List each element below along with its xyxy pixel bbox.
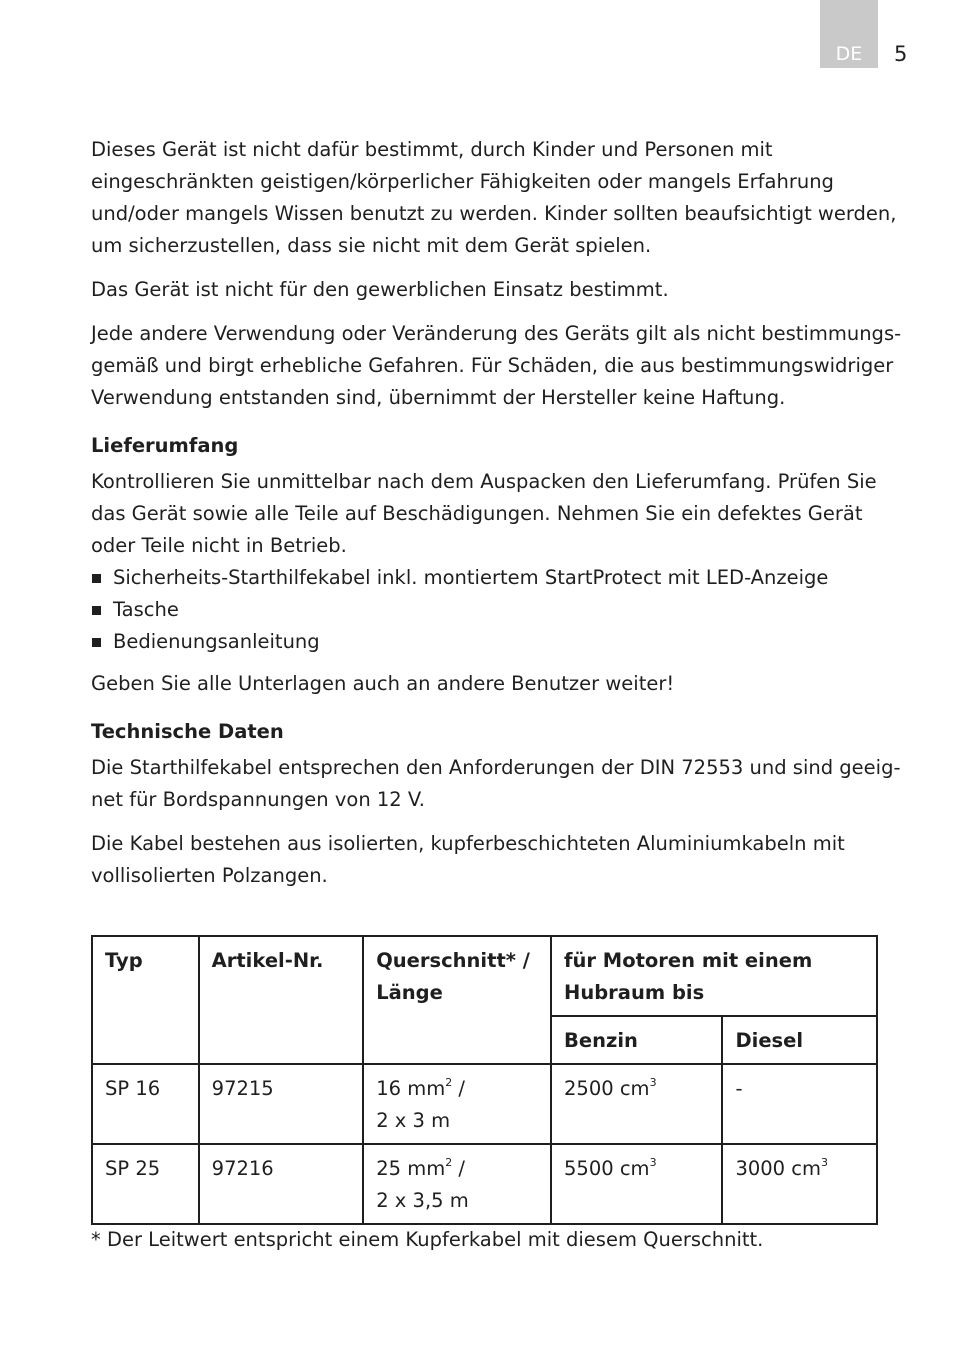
list-item: Bedienungsanleitung	[91, 626, 911, 658]
table-row	[92, 1064, 877, 1144]
paragraph-scope-outro: Geben Sie alle Unterlagen auch an andere Benutzer weiter!	[91, 672, 675, 695]
paragraph-scope-intro: Kontrollieren Sie unmittelbar nach dem Auspacken den Lieferumfang. Prüfen Sie das Gerät sowie alle Teile auf Beschädigungen. Nehmen Sie ein defektes Gerät oder Teile nicht in Betrieb.	[91, 470, 877, 557]
header-motoren: für Motoren mit einem Hubraum bis	[551, 936, 877, 1016]
scope-list	[91, 562, 911, 658]
cell-diesel: -	[722, 1064, 877, 1144]
cell-typ: SP 25	[92, 1144, 199, 1224]
page-content	[91, 134, 911, 904]
list-item: Tasche	[91, 594, 911, 626]
cell-querschnitt: 16 $mm^2$ / 2 x 3 m	[363, 1064, 551, 1144]
cell-diesel: 3000 $cm^3$	[722, 1144, 877, 1224]
page-number: 5	[894, 42, 908, 66]
heading-scope-of-delivery: Lieferumfang	[91, 434, 239, 457]
spec-table	[91, 935, 878, 1225]
cell-artikel: 97215	[199, 1064, 364, 1144]
table-footnote: * Der Leitwert entspricht einem Kupferkabel mit diesem Querschnitt.	[91, 1228, 764, 1251]
cell-benzin: 2500 $cm^3$	[551, 1064, 722, 1144]
cell-typ: SP 16	[92, 1064, 199, 1144]
table-row	[92, 1144, 877, 1224]
language-label: DE	[835, 43, 863, 65]
paragraph-tech-standard: Die Starthilfekabel entsprechen den Anforderungen der DIN 72553 und sind geeignet für Bordspannungen von 12 V.	[91, 756, 901, 811]
header-querschnitt: Querschnitt* / Länge	[363, 936, 551, 1064]
list-item: Sicherheits-Starthilfekabel inkl. montiertem StartProtect mit LED-Anzeige	[91, 562, 911, 594]
paragraph-tech-cables: Die Kabel bestehen aus isolierten, kupferbeschichteten Aluminiumkabeln mit vollisolierten Polzangen.	[91, 832, 845, 887]
table-header-row	[92, 936, 877, 1016]
cell-artikel: 97216	[199, 1144, 364, 1224]
paragraph-usage-restriction: Dieses Gerät ist nicht dafür bestimmt, durch Kinder und Personen mit eingeschränkten geistigen/körperlicher Fähigkeiten oder mangels Erfahrung und/oder mangels Wissen benutzt zu werden. Kinder sollten beaufsichtigt werden, um sicherzustellen, dass sie nicht mit dem Gerät spielen.	[91, 138, 897, 257]
header-artikel: Artikel-Nr.	[199, 936, 364, 1064]
cell-querschnitt: 25 $mm^2$ / 2 x 3,5 m	[363, 1144, 551, 1224]
paragraph-commercial-use: Das Gerät ist nicht für den gewerblichen Einsatz bestimmt.	[91, 278, 669, 301]
paragraph-misuse: Jede andere Verwendung oder Veränderung des Geräts gilt als nicht bestimmungsgemäß und birgt erhebliche Gefahren. Für Schäden, die aus bestimmungswidriger Verwendung entstanden sind, übernimmt der Hersteller keine Haftung.	[91, 322, 902, 409]
header-typ: Typ	[92, 936, 199, 1064]
language-tab	[820, 0, 878, 68]
header-benzin: Benzin	[551, 1016, 722, 1064]
cell-benzin: 5500 $cm^3$	[551, 1144, 722, 1224]
heading-technical-data: Technische Daten	[91, 720, 284, 743]
header-diesel: Diesel	[722, 1016, 877, 1064]
